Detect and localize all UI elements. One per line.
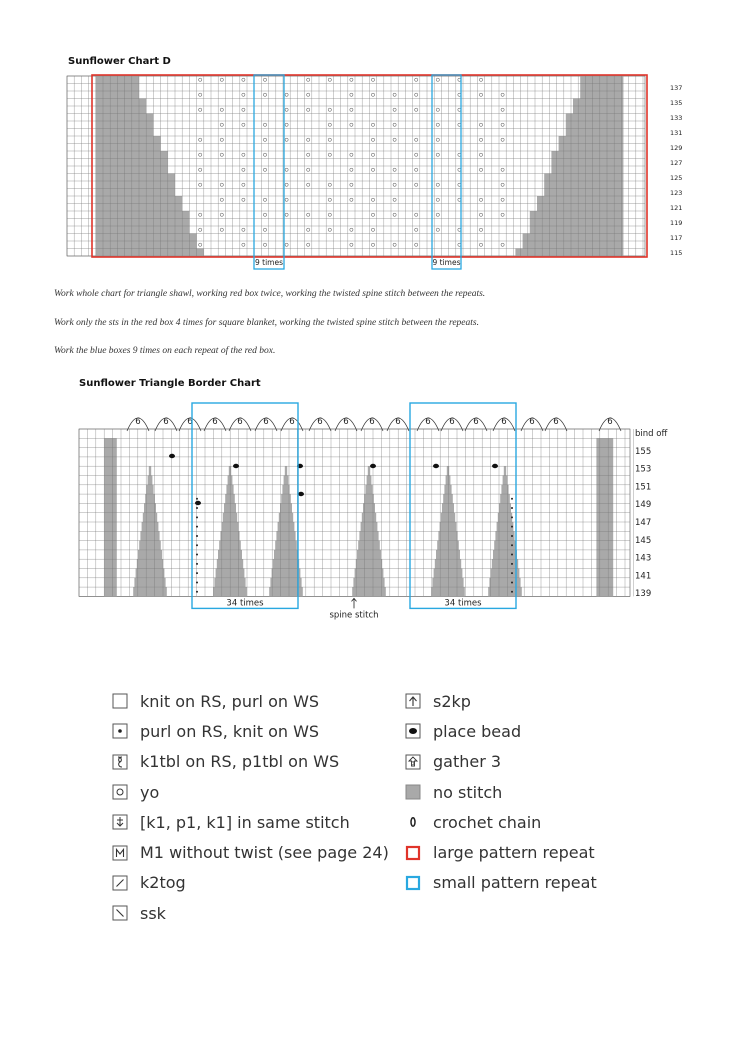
legend-left — [112, 686, 389, 928]
gather-count: 6 — [425, 417, 431, 427]
no-stitch-cell — [447, 466, 449, 475]
no-stitch-cell — [596, 438, 613, 596]
row-number: 131 — [670, 129, 683, 137]
repeat-label: 9 times — [254, 258, 284, 267]
border-chart-grid — [79, 429, 633, 596]
no-stitch-cell — [504, 466, 506, 475]
gather-count: 6 — [187, 417, 193, 427]
row-number: 125 — [670, 174, 683, 182]
purl-dot — [511, 535, 513, 537]
no-stitch-cell — [142, 522, 159, 531]
bead-symbol — [195, 501, 201, 505]
spine-label: spine stitch — [329, 610, 379, 621]
no-stitch-cell — [284, 476, 289, 485]
no-stitch-cell — [275, 541, 297, 550]
legend-label: small pattern repeat — [433, 873, 597, 893]
no-stitch-cell — [228, 476, 233, 485]
no-stitch-cell — [437, 541, 459, 550]
bead-symbol — [433, 464, 439, 468]
yarn-over-circle-icon — [112, 784, 128, 800]
legend-label: crochet chain — [433, 812, 542, 832]
row-number: 117 — [670, 234, 683, 242]
purl-dot — [196, 516, 198, 518]
purl-dot — [511, 526, 513, 528]
no-stitch-cell — [285, 466, 287, 475]
no-stitch-cell — [143, 513, 157, 522]
no-stitch-cell — [488, 587, 522, 596]
purl-dot — [196, 563, 198, 565]
legend-item-m1 — [112, 837, 389, 867]
gather-count: 6 — [607, 417, 613, 427]
legend-item-blue-box — [405, 868, 597, 898]
no-stitch-cell — [282, 485, 289, 494]
purl-dot — [511, 563, 513, 565]
row-number: 121 — [670, 204, 683, 212]
gather-count: 6 — [212, 417, 218, 427]
legend-item-s2kp — [405, 686, 597, 716]
purl-dot — [511, 507, 513, 509]
legend-label: no stitch — [433, 782, 503, 802]
no-stitch-cell — [218, 550, 242, 559]
legend-item-k2tog — [112, 868, 389, 898]
legend-item-crochet — [405, 807, 597, 837]
no-stitch-cell — [432, 578, 463, 587]
legend-item-red-box — [405, 837, 597, 867]
row-number: 143 — [635, 553, 652, 564]
no-stitch-cell — [503, 476, 508, 485]
legend-label: M1 without twist (see page 24) — [140, 843, 389, 863]
no-stitch-cell — [434, 569, 463, 578]
no-stitch-cell — [444, 485, 451, 494]
no-stitch-cell — [144, 503, 156, 512]
purl-dot-icon — [112, 723, 128, 739]
gather-count: 6 — [237, 417, 243, 427]
no-stitch-gray-icon — [405, 784, 421, 800]
no-stitch-cell — [515, 249, 623, 257]
legend-item-gather — [405, 747, 597, 777]
repeat-label: 9 times — [432, 258, 461, 267]
no-stitch-cell — [446, 476, 451, 485]
no-stitch-cell — [276, 531, 295, 540]
gather-count: 6 — [473, 417, 479, 427]
no-stitch-cell — [523, 241, 624, 249]
instruction-3: Work the blue boxes 9 times on each repeat of the red box. — [54, 346, 276, 356]
gather-count: 6 — [369, 417, 375, 427]
no-stitch-cell — [146, 485, 153, 494]
no-stitch-cell — [352, 587, 386, 596]
no-stitch-cell — [148, 476, 153, 485]
gather-count: 6 — [529, 417, 535, 427]
bead-symbol — [370, 464, 376, 468]
gather-count: 6 — [163, 417, 169, 427]
legend-label: k2tog — [140, 873, 186, 893]
border-chart-title: Sunflower Triangle Border Chart — [79, 378, 261, 389]
legend-label: gather 3 — [433, 752, 502, 772]
legend-label: knit on RS, purl on WS — [140, 691, 320, 711]
knit-square-icon — [112, 693, 128, 709]
no-stitch-cell — [104, 438, 117, 596]
no-stitch-cell — [96, 249, 204, 257]
purl-dot — [511, 591, 513, 593]
repeat-label: 34 times — [226, 598, 264, 609]
instruction-2: Work only the sts in the red box 4 times for square blanket, working the twisted spine stitch between the repeats. — [54, 318, 479, 328]
left-slant-icon — [112, 905, 128, 921]
gather-count: 6 — [449, 417, 455, 427]
no-stitch-cell — [273, 559, 299, 568]
purl-dot — [196, 544, 198, 546]
no-stitch-cell — [223, 513, 237, 522]
no-stitch-cell — [224, 503, 236, 512]
legend-label: yo — [140, 782, 160, 802]
purl-dot — [511, 498, 513, 500]
legend-item-increase — [112, 807, 389, 837]
gather-count: 6 — [263, 417, 269, 427]
no-stitch-cell — [440, 522, 457, 531]
no-stitch-cell — [436, 550, 460, 559]
no-stitch-cell — [357, 550, 381, 559]
row-number: 147 — [635, 518, 652, 528]
no-stitch-cell — [353, 578, 384, 587]
row-number: 151 — [635, 482, 652, 493]
no-stitch-cell — [363, 503, 375, 512]
no-stitch-cell — [492, 559, 518, 568]
purl-dot — [196, 526, 198, 528]
no-stitch-cell — [355, 569, 384, 578]
legend-right — [405, 686, 597, 898]
no-stitch-cell — [149, 466, 151, 475]
no-stitch-cell — [214, 578, 245, 587]
row-number: 127 — [670, 159, 683, 167]
legend-label: s2kp — [433, 691, 471, 711]
gather-count: 6 — [553, 417, 559, 427]
legend-label: ssk — [140, 903, 166, 923]
bead-oval-icon — [405, 723, 421, 739]
no-stitch-cell — [213, 587, 247, 596]
purl-dot — [511, 581, 513, 583]
no-stitch-cell — [219, 541, 241, 550]
purl-dot — [196, 498, 198, 500]
legend-item-bead — [405, 716, 597, 746]
legend-item-knit — [112, 686, 389, 716]
no-stitch-cell — [364, 494, 374, 503]
no-stitch-cell — [442, 503, 454, 512]
no-stitch-cell — [220, 531, 239, 540]
purl-dot — [196, 572, 198, 574]
no-stitch-cell — [500, 494, 510, 503]
no-stitch-cell — [499, 503, 511, 512]
no-stitch-cell — [270, 578, 301, 587]
purl-dot — [196, 507, 198, 509]
no-stitch-cell — [136, 569, 165, 578]
no-stitch-cell — [134, 578, 165, 587]
no-stitch-cell — [274, 550, 298, 559]
no-stitch-cell — [217, 559, 243, 568]
row-number: 133 — [670, 114, 683, 122]
no-stitch-cell — [356, 559, 382, 568]
bead-symbol — [233, 464, 239, 468]
no-stitch-cell — [493, 550, 517, 559]
bead-symbol — [169, 454, 175, 458]
right-slant-icon — [112, 875, 128, 891]
row-number: 145 — [635, 535, 652, 546]
svg-text:3: 3 — [411, 760, 415, 767]
instruction-1: Work whole chart for triangle shawl, working red box twice, working the twisted spine stitch between the repeats. — [54, 289, 486, 299]
no-stitch-cell — [441, 513, 455, 522]
row-number: 141 — [635, 571, 652, 582]
row-number: 155 — [635, 446, 652, 457]
gather-arrow-icon — [405, 754, 421, 770]
purl-dot — [511, 572, 513, 574]
legend-item-ssk — [112, 898, 389, 928]
purl-dot — [196, 535, 198, 537]
legend-item-no-stitch — [405, 777, 597, 807]
s2kp-arrow-icon — [405, 693, 421, 709]
no-stitch-cell — [498, 513, 512, 522]
legend-label: purl on RS, knit on WS — [140, 721, 320, 741]
row-number: 129 — [670, 144, 683, 152]
gather-count: 6 — [135, 417, 141, 427]
purl-dot — [196, 554, 198, 556]
no-stitch-cell — [222, 522, 239, 531]
no-stitch-cell — [491, 569, 520, 578]
no-stitch-cell — [367, 476, 372, 485]
bead-symbol — [298, 492, 304, 496]
gather-count: 6 — [289, 417, 295, 427]
bead-symbol — [492, 464, 498, 468]
no-stitch-cell — [438, 531, 457, 540]
gather-count: 6 — [317, 417, 323, 427]
blue-box-icon — [405, 875, 421, 891]
no-stitch-cell — [359, 531, 378, 540]
twisted-stitch-icon — [112, 754, 128, 770]
no-stitch-cell — [431, 587, 465, 596]
no-stitch-cell — [362, 513, 376, 522]
purl-dot — [511, 544, 513, 546]
no-stitch-cell — [280, 503, 292, 512]
no-stitch-cell — [368, 466, 370, 475]
no-stitch-cell — [435, 559, 461, 568]
no-stitch-cell — [443, 494, 453, 503]
no-stitch-cell — [358, 541, 380, 550]
spine-arrow — [352, 598, 357, 608]
row-number: 149 — [635, 500, 652, 511]
row-number: bind off — [635, 429, 668, 439]
legend-label: place bead — [433, 721, 522, 741]
no-stitch-cell — [138, 550, 162, 559]
crochet-chain-icon — [405, 814, 421, 830]
legend-item-yo — [112, 777, 389, 807]
no-stitch-cell — [281, 494, 291, 503]
row-number: 137 — [670, 84, 683, 92]
purl-dot — [196, 591, 198, 593]
no-stitch-cell — [225, 494, 235, 503]
red-box-icon — [405, 845, 421, 861]
row-number: 115 — [670, 249, 683, 257]
legend-label: k1tbl on RS, p1tbl on WS — [140, 752, 340, 772]
row-number: 139 — [635, 589, 652, 600]
no-stitch-cell — [272, 569, 301, 578]
no-stitch-cell — [145, 494, 155, 503]
purl-dot — [511, 554, 513, 556]
gather-count: 6 — [501, 417, 507, 427]
row-number: 123 — [670, 189, 683, 197]
purl-dot — [196, 581, 198, 583]
no-stitch-cell — [226, 485, 233, 494]
legend-label: large pattern repeat — [433, 843, 595, 863]
no-stitch-cell — [229, 466, 231, 475]
no-stitch-cell — [137, 559, 163, 568]
chart-d-title: Sunflower Chart D — [68, 56, 171, 67]
legend-label: [k1, p1, k1] in same stitch — [140, 812, 350, 832]
repeat-label: 34 times — [444, 598, 482, 609]
increase-arrow-icon — [112, 814, 128, 830]
no-stitch-cell — [139, 541, 161, 550]
legend-item-twisted — [112, 747, 389, 777]
no-stitch-cell — [279, 513, 293, 522]
gather-count: 6 — [395, 417, 401, 427]
no-stitch-cell — [361, 522, 378, 531]
no-stitch-cell — [216, 569, 245, 578]
row-number: 119 — [670, 219, 683, 227]
no-stitch-cell — [133, 587, 167, 596]
row-number: 135 — [670, 99, 683, 107]
no-stitch-cell — [278, 522, 295, 531]
row-number: 153 — [635, 464, 652, 475]
no-stitch-cell — [365, 485, 372, 494]
legend-item-purl — [112, 716, 389, 746]
no-stitch-cell — [140, 531, 159, 540]
m1-letter-icon — [112, 845, 128, 861]
purl-dot — [511, 516, 513, 518]
gather-count: 6 — [343, 417, 349, 427]
